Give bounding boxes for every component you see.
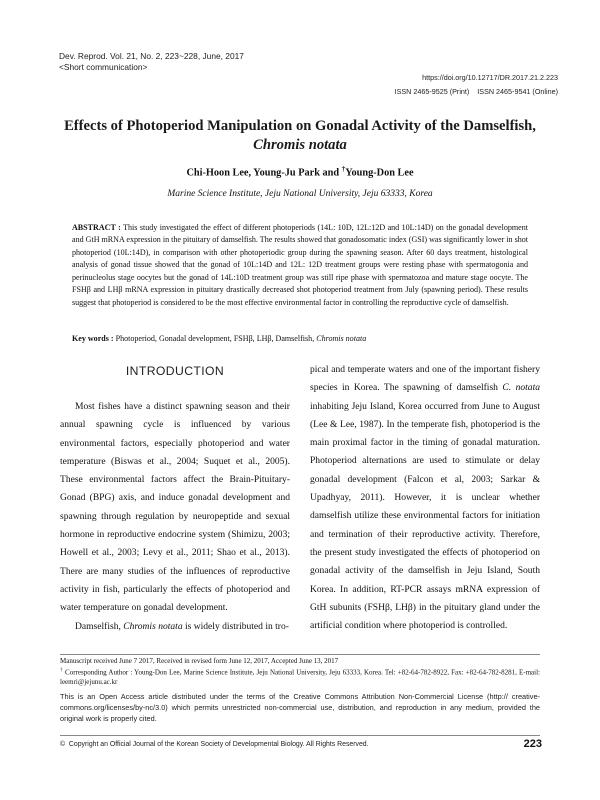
journal-header (59, 51, 244, 73)
keywords-text: Photoperiod, Gonadal development, FSHβ, LHβ, Damselfish, (115, 334, 315, 343)
p2-start: Damselfish, (75, 620, 121, 632)
abstract (72, 222, 528, 309)
issn-line: ISSN 2465-9525 (Print) ISSN 2465-9541 (Online) (394, 87, 558, 96)
title-species: Chromis notata (253, 137, 347, 153)
license-notice: This is an Open Access article distributed under the terms of the Creative Commons Attribution Non-Commercial License (http:// creative-commons.org/licenses/by-nc/3.0) which permits unrestricted non-commercial use, distribution, and reproduction in any medium, provided the original work is properly cited. (60, 692, 540, 724)
page-number: 223 (523, 738, 542, 750)
footnote-dagger: † (60, 668, 63, 674)
right-text-b: inhabiting Jeju Island, Korea occurred from June to August (Lee & Lee, 1987). In the temperate fish, photoperiod is the main proximal factor in the timing of gonadal maturation. Photoperiod alternations are used to stimulate or delay gonadal development (Falcon et al, 2003; Sarkar & Upadhyay, 2011). However, it is unclear whether damselfish utilize these environmental factors for initiation and termination of their reproductive activity. Therefore, the present study investigated the effects of photoperiod on gonadal activity of the damselfish in Jeju Island, South Korea. In addition, RT-PCR assays mRNA expression of GtH subunits (FSHβ, LHβ) in the pituitary gland under the artificial condition where photoperiod is controlled. (310, 400, 540, 632)
right-text-a: pical and temperate waters and one of the important fishery species in Korea. The spawning of damselfish (310, 364, 540, 394)
article-title (60, 117, 540, 155)
p2-rest: is widely distributed in tro- (184, 620, 289, 632)
intro-paragraph-1: Most fishes have a distinct spawning season and their annual spawning cycle is influenced by various environmental factors, especially photoperiod and water temperature (Biswas et al., 2004; Suquet et al., 2005). These environmental factors affect the Brain-Pituitary-Gonad (BPG) axis, and induce gonadal development and spawning through regulation by neuropeptide and sexual hormone in reproductive endocrine system (Shimizu, 2003; Howell et al., 2003; Levy et al., 2011; Shao et al., 2013). There are many studies of the influences of reproductive activity in fish, particularly the effects of photoperiod and water temperature on gonadal development. (60, 401, 290, 614)
left-column (60, 398, 290, 636)
footnotes (60, 657, 540, 687)
article-type: <Short communication> (59, 62, 148, 72)
journal-citation: Dev. Reprod. Vol. 21, No. 2, 223~228, June, 2017 (59, 51, 244, 61)
doi-block (395, 71, 558, 99)
p2-species: Chromis notata (123, 620, 183, 632)
author-list (60, 165, 540, 178)
copyright-line: © Copyright an Official Journal of the Korean Society of Developmental Biology. All Rights Reserved. (60, 741, 369, 748)
author-names: Chi-Hoon Lee, Young-Ju Park and (186, 167, 340, 179)
doi-link[interactable]: https://doi.org/10.12717/DR.2017.21.2.223 (422, 73, 558, 82)
corresponding-author: Young-Don Lee (345, 167, 414, 179)
keywords-label: Key words : (72, 334, 114, 343)
keywords (72, 333, 528, 345)
title-main: Effects of Photoperiod Manipulation on Gonadal Activity of the Damselfish, (64, 118, 536, 134)
manuscript-dates: Manuscript received June 7 2017, Received in revised form June 12, 2017, Accepted June 13, 2017 (60, 657, 339, 665)
right-column (310, 361, 540, 635)
affiliation: Marine Science Institute, Jeju National University, Jeju 63333, Korea (167, 189, 433, 199)
intro-paragraph-2 (60, 618, 290, 636)
corresponding-dagger: † (341, 165, 346, 173)
corresponding-footnote (60, 666, 540, 687)
section-heading-introduction: INTRODUCTION (125, 364, 225, 378)
abstract-text: This study investigated the effect of different photoperiods (14L: 10D, 12L:12D and 10L:14D) on the gonadal development and GtH mRNA expression in the pituitary of damselfish. The results showed that gonadosomatic index (GSI) was significantly lower in shot photoperiod (10L:14D), in comparison with other photoperiodic group during the spawning season. After 60 days treatment, histological analysis of gonad tissue showed that the gonad of 10L:14D and 12L: 12D treatment groups were resting phase with spermatogonia and perinucleolus stage oocytes but the gonad of 14L:10D treatment group was still ripe phase with spermatozoa and mature stage oocyte. The FSHβ and LHβ mRNA expression in pituitary drastically decreased shot photoperiod treatment from July (spawning period). These results suggest that photoperiod is considered to be the most effective environmental factor in controlling the reproductive cycle of damselfish. (72, 223, 528, 307)
footer-divider (60, 735, 540, 736)
right-species: C. notata (502, 382, 541, 394)
abstract-label: ABSTRACT : (72, 223, 121, 232)
footnote-divider (60, 654, 540, 655)
keywords-species: Chromis notata (316, 334, 367, 343)
corresponding-info: Corresponding Author : Young-Don Lee, Marine Science Institute, Jeju National University, Jeju 63333, Korea. Tel: +82-64-782-8922, Fax: +82-64-782-8281, E-mail: leemri@jejunu.ac.kr (60, 668, 541, 686)
